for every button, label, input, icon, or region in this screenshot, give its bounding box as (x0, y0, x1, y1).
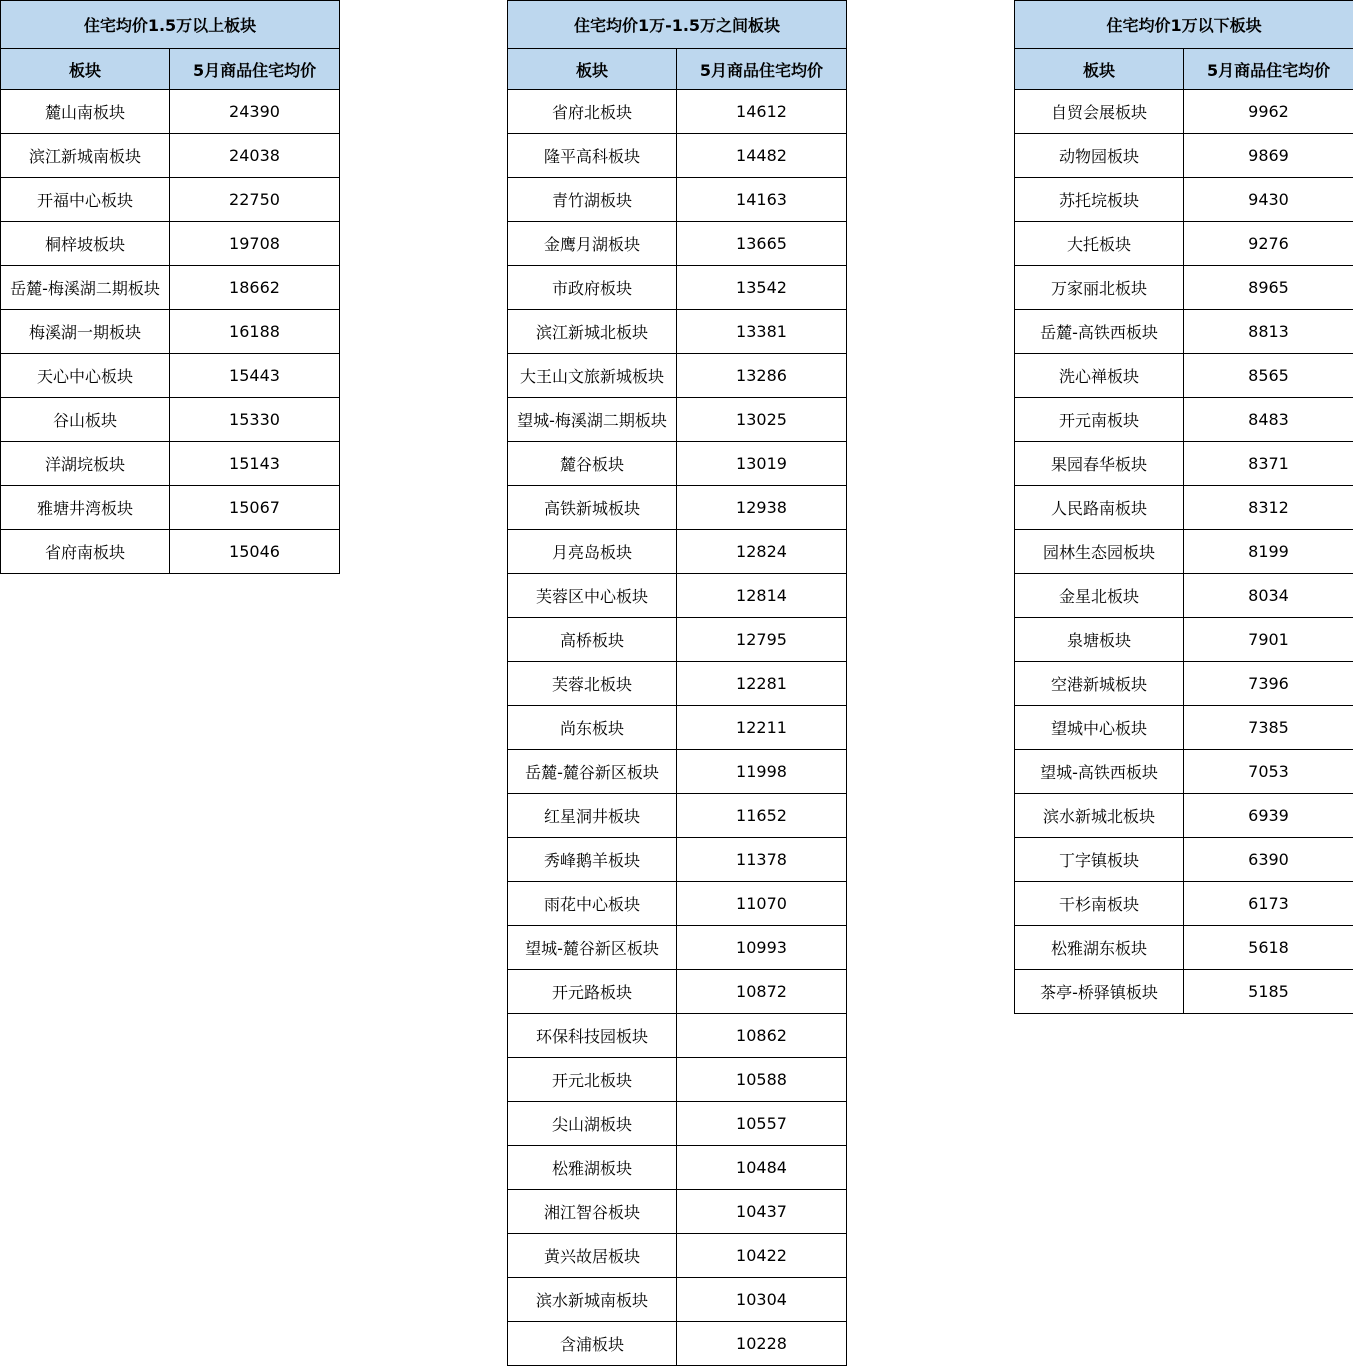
price-cell: 10557 (677, 1102, 847, 1146)
price-cell: 15067 (170, 486, 340, 530)
table-row (1015, 706, 1353, 750)
district-name-cell: 自贸会展板块 (1015, 90, 1184, 134)
district-name-cell: 秀峰鹅羊板块 (508, 838, 677, 882)
table-row (1015, 838, 1353, 882)
table-row (508, 926, 847, 970)
price-cell: 13286 (677, 354, 847, 398)
district-name-cell: 开元北板块 (508, 1058, 677, 1102)
table-title: 住宅均价1万-1.5万之间板块 (508, 1, 847, 49)
table-row (1015, 662, 1353, 706)
table-row (508, 970, 847, 1014)
price-cell: 18662 (170, 266, 340, 310)
table-row (1, 486, 340, 530)
table-row (1015, 310, 1353, 354)
price-cell: 12814 (677, 574, 847, 618)
table-row (508, 134, 847, 178)
price-cell: 12824 (677, 530, 847, 574)
price-table-below-10000 (1014, 0, 1353, 1014)
table-row (508, 1102, 847, 1146)
table-row (1015, 530, 1353, 574)
district-name-cell: 大王山文旅新城板块 (508, 354, 677, 398)
table-row (1015, 90, 1353, 134)
district-name-cell: 麓山南板块 (1, 90, 170, 134)
price-table-above-15000 (0, 0, 340, 574)
price-cell: 11652 (677, 794, 847, 838)
district-name-cell: 岳麓-麓谷新区板块 (508, 750, 677, 794)
table-row (1015, 398, 1353, 442)
district-name-cell: 望城中心板块 (1015, 706, 1184, 750)
district-name-cell: 苏托垸板块 (1015, 178, 1184, 222)
column-header-price: 5月商品住宅均价 (677, 49, 847, 90)
table-row (1, 442, 340, 486)
table-row (508, 90, 847, 134)
price-cell: 15143 (170, 442, 340, 486)
district-name-cell: 高桥板块 (508, 618, 677, 662)
district-name-cell: 松雅湖东板块 (1015, 926, 1184, 970)
district-name-cell: 谷山板块 (1, 398, 170, 442)
price-cell: 22750 (170, 178, 340, 222)
district-name-cell: 开元路板块 (508, 970, 677, 1014)
district-name-cell: 松雅湖板块 (508, 1146, 677, 1190)
price-cell: 9869 (1184, 134, 1353, 178)
district-name-cell: 高铁新城板块 (508, 486, 677, 530)
table-row (508, 1146, 847, 1190)
table-row (1015, 178, 1353, 222)
district-name-cell: 大托板块 (1015, 222, 1184, 266)
table-row (508, 310, 847, 354)
table-title: 住宅均价1万以下板块 (1015, 1, 1353, 49)
table-row (1015, 266, 1353, 310)
district-name-cell: 省府北板块 (508, 90, 677, 134)
table-row (1015, 882, 1353, 926)
table-row (508, 794, 847, 838)
district-name-cell: 洋湖垸板块 (1, 442, 170, 486)
table-row (508, 618, 847, 662)
price-cell: 10304 (677, 1278, 847, 1322)
table-row (508, 1014, 847, 1058)
table-row (1, 354, 340, 398)
district-name-cell: 茶亭-桥驿镇板块 (1015, 970, 1184, 1014)
price-cell: 8565 (1184, 354, 1353, 398)
column-header-district: 板块 (1015, 49, 1184, 90)
district-name-cell: 滨水新城北板块 (1015, 794, 1184, 838)
column-header-district: 板块 (508, 49, 677, 90)
table-row (508, 882, 847, 926)
table-body (1015, 90, 1353, 1014)
price-cell: 6173 (1184, 882, 1353, 926)
price-cell: 7396 (1184, 662, 1353, 706)
price-cell: 16188 (170, 310, 340, 354)
district-name-cell: 丁字镇板块 (1015, 838, 1184, 882)
price-cell: 10422 (677, 1234, 847, 1278)
district-name-cell: 金鹰月湖板块 (508, 222, 677, 266)
table-row (508, 1234, 847, 1278)
table-row (508, 354, 847, 398)
district-name-cell: 黄兴故居板块 (508, 1234, 677, 1278)
district-name-cell: 动物园板块 (1015, 134, 1184, 178)
district-name-cell: 空港新城板块 (1015, 662, 1184, 706)
price-cell: 15443 (170, 354, 340, 398)
district-name-cell: 泉塘板块 (1015, 618, 1184, 662)
table-body (1, 90, 340, 574)
price-cell: 10228 (677, 1322, 847, 1366)
district-name-cell: 青竹湖板块 (508, 178, 677, 222)
district-name-cell: 尖山湖板块 (508, 1102, 677, 1146)
price-cell: 10993 (677, 926, 847, 970)
price-cell: 15046 (170, 530, 340, 574)
price-cell: 8483 (1184, 398, 1353, 442)
table-row (1, 134, 340, 178)
table-body (508, 90, 847, 1366)
column-header-price: 5月商品住宅均价 (1184, 49, 1353, 90)
district-name-cell: 月亮岛板块 (508, 530, 677, 574)
price-cell: 11378 (677, 838, 847, 882)
column-header-district: 板块 (1, 49, 170, 90)
table-row (508, 222, 847, 266)
table-title: 住宅均价1.5万以上板块 (1, 1, 340, 49)
price-cell: 12795 (677, 618, 847, 662)
column-header-price: 5月商品住宅均价 (170, 49, 340, 90)
price-cell: 15330 (170, 398, 340, 442)
price-cell: 7053 (1184, 750, 1353, 794)
table-row (1015, 486, 1353, 530)
table-row (508, 486, 847, 530)
table-row (1015, 442, 1353, 486)
price-cell: 5185 (1184, 970, 1353, 1014)
district-name-cell: 红星洞井板块 (508, 794, 677, 838)
price-cell: 8034 (1184, 574, 1353, 618)
table-row (1, 530, 340, 574)
district-name-cell: 尚东板块 (508, 706, 677, 750)
district-name-cell: 滨江新城北板块 (508, 310, 677, 354)
price-cell: 9430 (1184, 178, 1353, 222)
price-cell: 10588 (677, 1058, 847, 1102)
district-name-cell: 芙蓉北板块 (508, 662, 677, 706)
table-row (508, 574, 847, 618)
table-row (508, 838, 847, 882)
price-cell: 6939 (1184, 794, 1353, 838)
district-name-cell: 园林生态园板块 (1015, 530, 1184, 574)
price-cell: 6390 (1184, 838, 1353, 882)
table-row (1, 90, 340, 134)
district-name-cell: 环保科技园板块 (508, 1014, 677, 1058)
table-row (1, 178, 340, 222)
district-name-cell: 望城-高铁西板块 (1015, 750, 1184, 794)
price-cell: 19708 (170, 222, 340, 266)
table-row (1, 266, 340, 310)
district-name-cell: 含浦板块 (508, 1322, 677, 1366)
price-cell: 11070 (677, 882, 847, 926)
table-row (508, 442, 847, 486)
table-row (1015, 794, 1353, 838)
district-name-cell: 望城-梅溪湖二期板块 (508, 398, 677, 442)
table-row (508, 662, 847, 706)
price-cell: 14163 (677, 178, 847, 222)
district-name-cell: 雨花中心板块 (508, 882, 677, 926)
district-name-cell: 隆平高科板块 (508, 134, 677, 178)
table-row (508, 1278, 847, 1322)
district-name-cell: 滨水新城南板块 (508, 1278, 677, 1322)
price-cell: 13381 (677, 310, 847, 354)
price-cell: 10872 (677, 970, 847, 1014)
district-name-cell: 桐梓坡板块 (1, 222, 170, 266)
price-cell: 9962 (1184, 90, 1353, 134)
table-row (1015, 574, 1353, 618)
price-cell: 10437 (677, 1190, 847, 1234)
price-cell: 8813 (1184, 310, 1353, 354)
table-row (1015, 134, 1353, 178)
district-name-cell: 雅塘井湾板块 (1, 486, 170, 530)
table-row (508, 1322, 847, 1366)
price-cell: 11998 (677, 750, 847, 794)
price-cell: 24390 (170, 90, 340, 134)
price-cell: 12281 (677, 662, 847, 706)
price-cell: 12211 (677, 706, 847, 750)
table-row (1015, 222, 1353, 266)
price-cell: 8965 (1184, 266, 1353, 310)
price-cell: 13665 (677, 222, 847, 266)
table-row (1015, 970, 1353, 1014)
price-cell: 13542 (677, 266, 847, 310)
price-cell: 14612 (677, 90, 847, 134)
district-name-cell: 芙蓉区中心板块 (508, 574, 677, 618)
table-row (1, 398, 340, 442)
table-row (1, 310, 340, 354)
table-row (1015, 618, 1353, 662)
price-cell: 5618 (1184, 926, 1353, 970)
district-name-cell: 梅溪湖一期板块 (1, 310, 170, 354)
district-name-cell: 开福中心板块 (1, 178, 170, 222)
table-row (1015, 354, 1353, 398)
district-name-cell: 干杉南板块 (1015, 882, 1184, 926)
price-cell: 7901 (1184, 618, 1353, 662)
price-cell: 10862 (677, 1014, 847, 1058)
price-table-10000-15000 (507, 0, 847, 1366)
table-row (1015, 750, 1353, 794)
price-cell: 12938 (677, 486, 847, 530)
table-row (508, 1190, 847, 1234)
table-row (508, 530, 847, 574)
price-cell: 8371 (1184, 442, 1353, 486)
table-row (508, 266, 847, 310)
table-row (1015, 926, 1353, 970)
district-name-cell: 省府南板块 (1, 530, 170, 574)
price-cell: 7385 (1184, 706, 1353, 750)
district-name-cell: 万家丽北板块 (1015, 266, 1184, 310)
district-name-cell: 金星北板块 (1015, 574, 1184, 618)
district-name-cell: 市政府板块 (508, 266, 677, 310)
district-name-cell: 岳麓-梅溪湖二期板块 (1, 266, 170, 310)
district-name-cell: 人民路南板块 (1015, 486, 1184, 530)
price-cell: 13019 (677, 442, 847, 486)
district-name-cell: 滨江新城南板块 (1, 134, 170, 178)
table-row (508, 178, 847, 222)
price-cell: 9276 (1184, 222, 1353, 266)
price-cell: 8312 (1184, 486, 1353, 530)
price-cell: 13025 (677, 398, 847, 442)
table-row (1, 222, 340, 266)
table-row (508, 398, 847, 442)
district-name-cell: 麓谷板块 (508, 442, 677, 486)
district-name-cell: 天心中心板块 (1, 354, 170, 398)
table-row (508, 1058, 847, 1102)
district-name-cell: 望城-麓谷新区板块 (508, 926, 677, 970)
district-name-cell: 湘江智谷板块 (508, 1190, 677, 1234)
district-name-cell: 开元南板块 (1015, 398, 1184, 442)
district-name-cell: 果园春华板块 (1015, 442, 1184, 486)
district-name-cell: 岳麓-高铁西板块 (1015, 310, 1184, 354)
table-row (508, 706, 847, 750)
district-name-cell: 洗心禅板块 (1015, 354, 1184, 398)
price-cell: 8199 (1184, 530, 1353, 574)
price-cell: 14482 (677, 134, 847, 178)
price-cell: 24038 (170, 134, 340, 178)
price-cell: 10484 (677, 1146, 847, 1190)
table-row (508, 750, 847, 794)
